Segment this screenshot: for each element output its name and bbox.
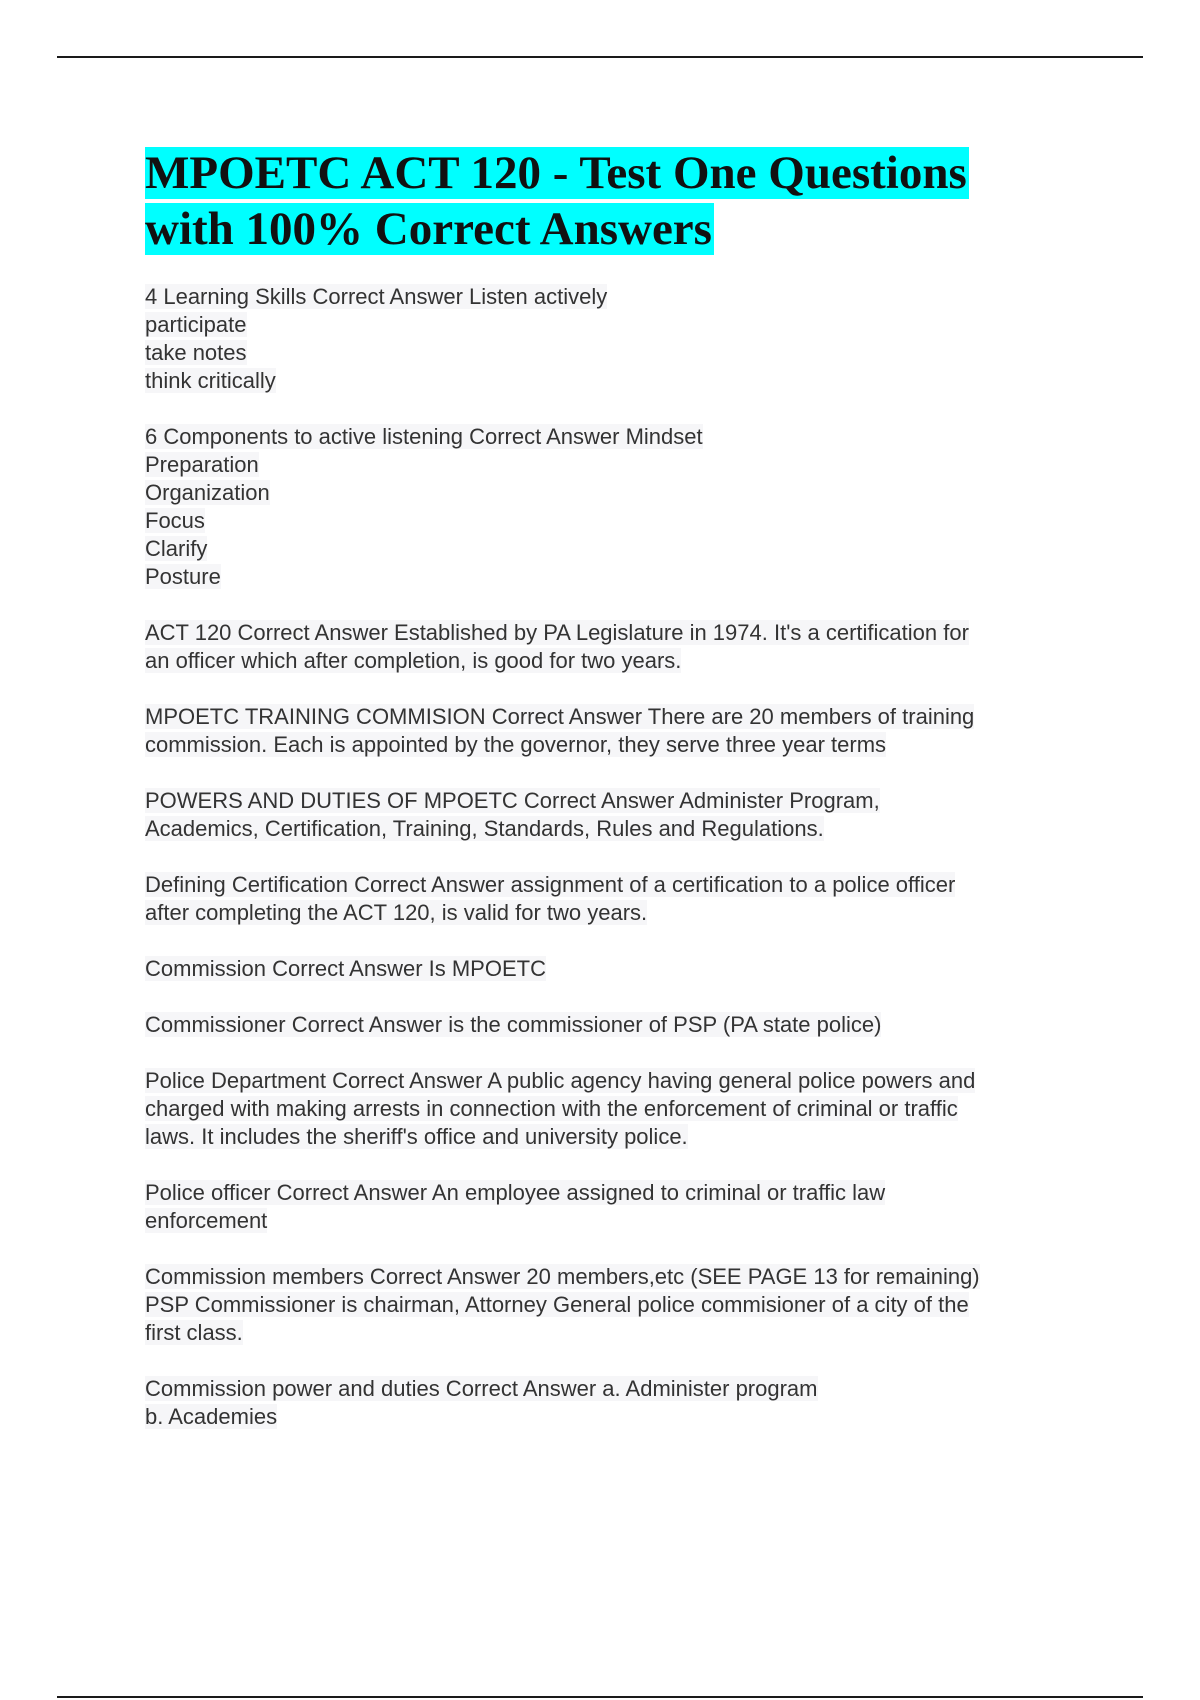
qa-line xyxy=(145,339,1085,367)
qa-line-text: ACT 120 Correct Answer Established by PA Legislature in 1974. It's a certification for xyxy=(145,620,969,645)
qa-entry xyxy=(145,703,1085,759)
qa-line xyxy=(145,1011,1085,1039)
qa-line xyxy=(145,899,1085,927)
qa-line-text: POWERS AND DUTIES OF MPOETC Correct Answer Administer Program, xyxy=(145,788,880,813)
qa-line-text: b. Academies xyxy=(145,1404,278,1429)
qa-entry xyxy=(145,1375,1085,1431)
qa-list xyxy=(145,283,1085,1431)
qa-line xyxy=(145,423,1085,451)
qa-line xyxy=(145,507,1085,535)
qa-line xyxy=(145,1067,1085,1095)
qa-line-text: Police Department Correct Answer A public agency having general police powers and xyxy=(145,1068,976,1093)
title-line-2: with 100% Correct Answers xyxy=(145,203,712,255)
qa-line-text: after completing the ACT 120, is valid for two years. xyxy=(145,900,648,925)
qa-line xyxy=(145,479,1085,507)
qa-line-text: Clarify xyxy=(145,536,208,561)
qa-entry xyxy=(145,955,1085,983)
qa-entry xyxy=(145,1011,1085,1039)
qa-line xyxy=(145,1179,1085,1207)
qa-line xyxy=(145,647,1085,675)
page-content xyxy=(145,145,1085,1459)
qa-entry xyxy=(145,1263,1085,1347)
qa-line-text: Commission power and duties Correct Answer a. Administer program xyxy=(145,1376,818,1401)
qa-line xyxy=(145,1375,1085,1403)
qa-line xyxy=(145,787,1085,815)
qa-line-text: Posture xyxy=(145,564,221,589)
qa-entry xyxy=(145,787,1085,843)
qa-line-text: participate xyxy=(145,312,247,337)
qa-line xyxy=(145,1207,1085,1235)
qa-line xyxy=(145,955,1085,983)
qa-entry xyxy=(145,871,1085,927)
qa-line xyxy=(145,535,1085,563)
qa-line-text: think critically xyxy=(145,368,276,393)
qa-line-text: Preparation xyxy=(145,452,259,477)
qa-line xyxy=(145,815,1085,843)
qa-line-text: Defining Certification Correct Answer assignment of a certification to a police officer xyxy=(145,872,956,897)
qa-line-text: Commissioner Correct Answer is the commissioner of PSP (PA state police) xyxy=(145,1012,882,1037)
qa-line xyxy=(145,311,1085,339)
qa-line xyxy=(145,1123,1085,1151)
top-rule xyxy=(57,56,1143,58)
qa-line xyxy=(145,703,1085,731)
qa-line-text: commission. Each is appointed by the governor, they serve three year terms xyxy=(145,732,887,757)
qa-line-text: Police officer Correct Answer An employee assigned to criminal or traffic law xyxy=(145,1180,886,1205)
qa-line-text: Commission Correct Answer Is MPOETC xyxy=(145,956,546,981)
qa-line-text: laws. It includes the sheriff's office and university police. xyxy=(145,1124,688,1149)
qa-line-text: Focus xyxy=(145,508,205,533)
qa-line-text: MPOETC TRAINING COMMISION Correct Answer There are 20 members of training xyxy=(145,704,975,729)
qa-line-text: an officer which after completion, is good for two years. xyxy=(145,648,682,673)
qa-line xyxy=(145,1319,1085,1347)
qa-line-text: take notes xyxy=(145,340,247,365)
qa-line xyxy=(145,1095,1085,1123)
qa-line-text: PSP Commissioner is chairman, Attorney General police commisioner of a city of the xyxy=(145,1292,969,1317)
qa-line-text: 4 Learning Skills Correct Answer Listen actively xyxy=(145,284,608,309)
qa-line xyxy=(145,1403,1085,1431)
qa-line-text: 6 Components to active listening Correct Answer Mindset xyxy=(145,424,703,449)
qa-line-text: Organization xyxy=(145,480,270,505)
qa-line xyxy=(145,283,1085,311)
qa-line xyxy=(145,619,1085,647)
qa-line xyxy=(145,563,1085,591)
qa-line xyxy=(145,1263,1085,1291)
qa-entry xyxy=(145,619,1085,675)
qa-line-text: first class. xyxy=(145,1320,243,1345)
title-line-1: MPOETC ACT 120 - Test One Questions xyxy=(145,147,967,199)
qa-line-text: Academics, Certification, Training, Standards, Rules and Regulations. xyxy=(145,816,824,841)
qa-line xyxy=(145,871,1085,899)
qa-line-text: enforcement xyxy=(145,1208,268,1233)
qa-entry xyxy=(145,283,1085,395)
qa-line xyxy=(145,731,1085,759)
bottom-rule xyxy=(57,1696,1143,1698)
qa-line xyxy=(145,451,1085,479)
qa-line xyxy=(145,367,1085,395)
qa-entry xyxy=(145,423,1085,591)
qa-line xyxy=(145,1291,1085,1319)
document-title xyxy=(145,145,1085,257)
qa-line-text: Commission members Correct Answer 20 members,etc (SEE PAGE 13 for remaining) xyxy=(145,1264,980,1289)
qa-entry xyxy=(145,1179,1085,1235)
qa-line-text: charged with making arrests in connection with the enforcement of criminal or traffic xyxy=(145,1096,958,1121)
qa-entry xyxy=(145,1067,1085,1151)
